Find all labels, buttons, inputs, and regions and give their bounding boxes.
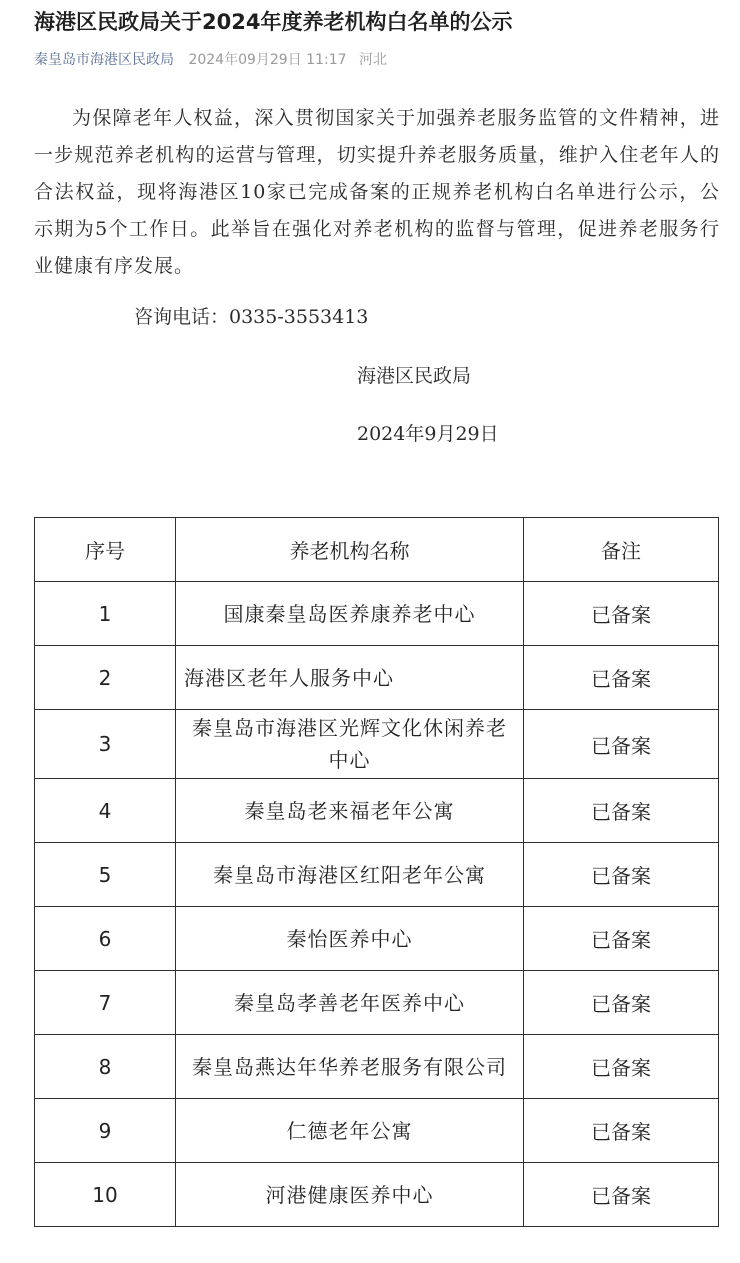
row-name: 河港健康医养中心 (176, 1163, 524, 1227)
row-seq: 7 (35, 971, 176, 1035)
account-name-link[interactable]: 秦皇岛市海港区民政局 (34, 52, 174, 68)
table-header-row (35, 518, 719, 582)
publish-time: 2024年09月29日 11:17 (188, 52, 347, 68)
table-row (35, 646, 719, 710)
table-row (35, 1163, 719, 1227)
publish-location: 河北 (358, 52, 387, 68)
row-remark: 已备案 (524, 582, 719, 646)
notice-paragraph: 为保障老年人权益，深入贯彻国家关于加强养老服务监管的文件精神，进一步规范养老机构的运营与管理，切实提升养老服务质量，维护入住老年人的合法权益，现将海港区10家已完成备案的正规养老机构白名单进行公示，公示期为5个工作日。此举旨在强化对养老机构的监督与管理，促进养老服务行业健康有序发展。 (34, 107, 720, 277)
row-name: 海港区老年人服务中心 (176, 646, 524, 710)
table-row (35, 1035, 719, 1099)
row-seq: 1 (35, 582, 176, 646)
row-seq: 5 (35, 843, 176, 907)
row-seq: 8 (35, 1035, 176, 1099)
table-row (35, 582, 719, 646)
row-name: 秦怡医养中心 (176, 907, 524, 971)
row-name: 国康秦皇岛医养康养老中心 (176, 582, 524, 646)
article-meta (34, 49, 387, 71)
row-remark: 已备案 (524, 646, 719, 710)
table-row (35, 1099, 719, 1163)
row-seq: 4 (35, 779, 176, 843)
row-seq: 2 (35, 646, 176, 710)
institution-table (34, 517, 719, 1227)
row-remark: 已备案 (524, 1163, 719, 1227)
row-remark: 已备案 (524, 779, 719, 843)
header-seq: 序号 (35, 518, 176, 582)
issuer-signature: 海港区民政局 (357, 365, 472, 387)
row-seq: 3 (35, 710, 176, 779)
row-name: 秦皇岛老来福老年公寓 (176, 779, 524, 843)
table-row (35, 843, 719, 907)
page-title: 海港区民政局关于2024年度养老机构白名单的公示 (34, 10, 513, 34)
issue-date: 2024年9月29日 (357, 423, 499, 445)
row-remark: 已备案 (524, 1099, 719, 1163)
table-row (35, 971, 719, 1035)
row-remark: 已备案 (524, 843, 719, 907)
row-remark: 已备案 (524, 971, 719, 1035)
row-remark: 已备案 (524, 907, 719, 971)
table-row (35, 907, 719, 971)
row-remark: 已备案 (524, 710, 719, 779)
header-remark: 备注 (524, 518, 719, 582)
row-seq: 10 (35, 1163, 176, 1227)
row-name: 秦皇岛孝善老年医养中心 (176, 971, 524, 1035)
table-row (35, 779, 719, 843)
row-remark: 已备案 (524, 1035, 719, 1099)
table-row (35, 710, 719, 779)
header-name: 养老机构名称 (176, 518, 524, 582)
contact-phone: 咨询电话：0335-3553413 (134, 306, 369, 328)
row-name: 秦皇岛燕达年华养老服务有限公司 (176, 1035, 524, 1099)
row-seq: 6 (35, 907, 176, 971)
row-seq: 9 (35, 1099, 176, 1163)
row-name: 秦皇岛市海港区光辉文化休闲养老中心 (176, 710, 524, 779)
row-name: 仁德老年公寓 (176, 1099, 524, 1163)
row-name: 秦皇岛市海港区红阳老年公寓 (176, 843, 524, 907)
